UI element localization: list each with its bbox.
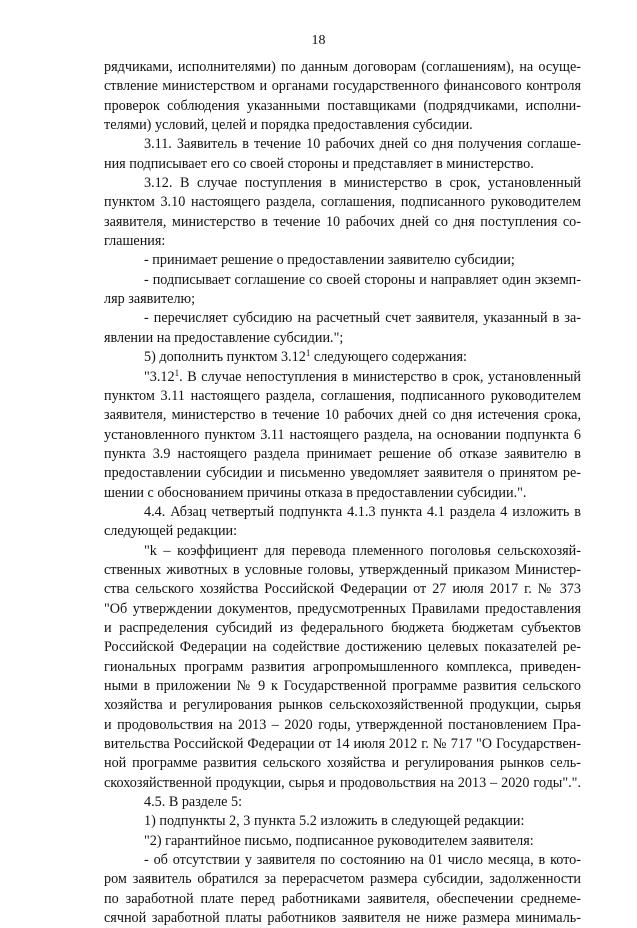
- page-number: 18: [311, 33, 326, 48]
- text-line: ляр заявителю;: [104, 291, 196, 308]
- text-line: скохозяйственной продукции, сырья и продовольствия на 2013 – 2020 годы".".: [104, 774, 581, 791]
- text-line: - подписывает соглашение со своей стороны и направляет один экземп-: [144, 271, 581, 288]
- text-line: вительства Российской Федерации от 14 июля 2012 г. № 717 "О Государствен-: [104, 736, 581, 753]
- text-line: установленного пунктом 3.11 настоящего раздела, на основании подпункта 6: [104, 426, 581, 443]
- text-line: глашения:: [104, 233, 166, 250]
- text-line: - перечисляет субсидию на расчетный счет заявителя, указанный в за-: [144, 310, 581, 327]
- text-line: пунктом 3.11 настоящего раздела, соглашения, подписанного руководителем: [104, 387, 581, 404]
- text-line: шении с обоснованием причины отказа в предоставлении субсидии.".: [104, 484, 527, 501]
- text-line-part: 5) дополнить пунктом 3.12: [144, 349, 306, 366]
- text-line: по заработной плате перед работниками заявителя, обеспечении среднеме-: [104, 890, 581, 907]
- superscript: 1: [305, 348, 311, 359]
- text-line: Российской Федерации на содействие достижению целевых показателей ре-: [104, 639, 581, 656]
- text-line: сячной заработной платы работников заявителя не ниже размера минималь-: [104, 910, 581, 927]
- text-line: заявителя, министерство в течение 10 рабочих дней со дня поступления со-: [104, 213, 581, 230]
- text-line: ной программе развития сельского хозяйства и регулирования рынков сель-: [104, 755, 581, 772]
- text-line: проверок соблюдения указанными поставщиками (подрядчиками, исполни-: [104, 97, 581, 114]
- text-line: рядчиками, исполнителями) по данным договорам (соглашениям), на осуще-: [104, 59, 581, 75]
- text-line: предоставлении субсидии и письменно уведомляет заявителя о принятом ре-: [104, 465, 581, 482]
- document-body: [104, 58, 581, 928]
- text-line: 3.11. Заявитель в течение 10 рабочих дней со дня получения соглаше-: [144, 136, 581, 153]
- text-line: ными в приложении № 9 к Государственной программе развития сельского: [104, 678, 581, 694]
- text-line-part: "3.12: [144, 368, 175, 385]
- superscript: 1: [174, 367, 180, 378]
- text-line: [104, 368, 581, 387]
- text-line: хозяйства и регулирования рынков сельскохозяйственной продукции, сырья: [104, 697, 581, 714]
- text-line: ром заявитель обратился за перерасчетом размера субсидии, задолженности: [104, 871, 581, 888]
- text-line: явлении на предоставление субсидии.";: [104, 329, 344, 346]
- text-line: и распределения субсидий из федерального бюджета бюджетам субъектов: [104, 619, 581, 636]
- text-line: следующей редакции:: [104, 523, 238, 540]
- text-line: "k – коэффициент для перевода племенного поголовья сельскохозяй-: [144, 542, 581, 559]
- text-line: 4.5. В разделе 5:: [144, 794, 243, 811]
- text-line: телями) условий, целей и порядка предоставления субсидии.: [104, 117, 473, 134]
- text-line-part: следующего содержания:: [310, 349, 467, 366]
- text-line: ства сельского хозяйства Российской Федерации от 27 июля 2017 г. № 373: [104, 581, 581, 598]
- text-line: 1) подпункты 2, 3 пункта 5.2 изложить в следующей редакции:: [144, 813, 525, 830]
- text-line: "Об утверждении документов, предусмотренных Правилами предоставления: [104, 600, 581, 617]
- text-line: заявителя, министерство в течение 10 рабочих дней со дня истечения срока,: [104, 407, 581, 424]
- text-line: ния подписывает его со своей стороны и представляет в министерство.: [104, 155, 534, 172]
- text-line: ственных животных в условные головы, утвержденный приказом Министер-: [104, 561, 581, 578]
- text-line: гиональных программ развития агропромышленного комплекса, приведен-: [104, 658, 581, 675]
- text-line: - об отсутствии у заявителя по состоянию на 01 число месяца, в кото-: [144, 852, 581, 869]
- text-line: ствление министерством и органами государственного финансового контроля: [104, 78, 581, 95]
- text-line: пункта 3.9 настоящего раздела принимает решение об отказе заявителю в: [104, 445, 581, 462]
- text-line: "2) гарантийное письмо, подписанное руководителем заявителя:: [144, 832, 534, 849]
- text-line: 4.4. Абзац четвертый подпункта 4.1.3 пункта 4.1 раздела 4 изложить в: [144, 503, 581, 520]
- text-line: пунктом 3.10 настоящего раздела, соглашения, подписанного руководителем: [104, 194, 581, 211]
- text-line-part: . В случае непоступления в министерство в срок, установленный: [179, 368, 581, 385]
- text-line: 3.12. В случае поступления в министерство в срок, установленный: [144, 175, 581, 192]
- text-line: - принимает решение о предоставлении заявителю субсидии;: [144, 252, 515, 269]
- text-line: [104, 348, 581, 367]
- text-line: и продовольствия на 2013 – 2020 годы, утвержденной постановлением Пра-: [104, 716, 581, 733]
